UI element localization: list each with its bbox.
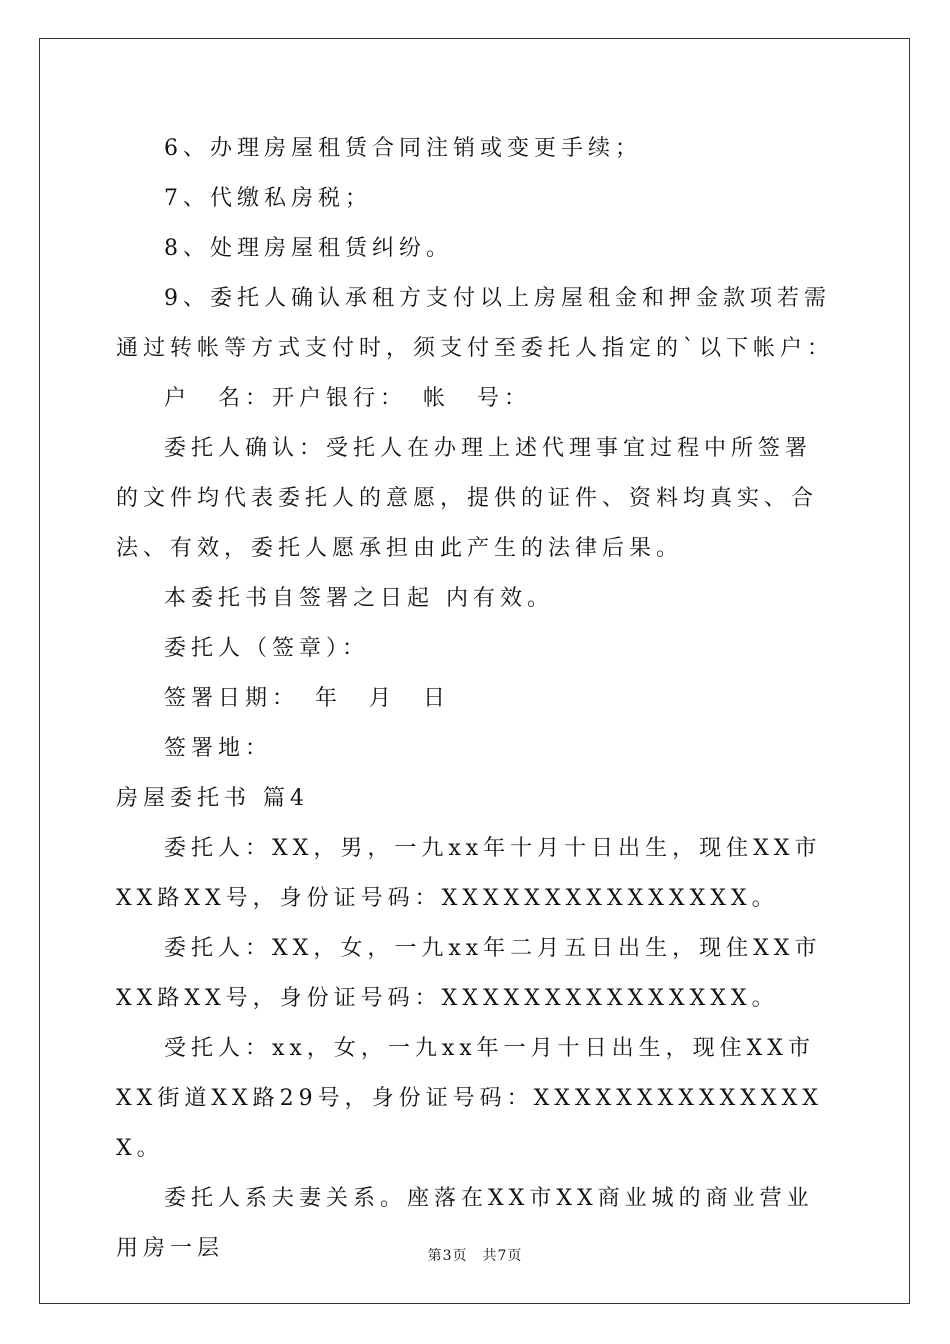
paragraph: 委托人：XX，女，一九xx年二月五日出生，现住XX市XX路XX号，身份证号码：XXXXXXXXXXXXXXX。 (116, 936, 822, 1011)
paragraph: 受托人：xx，女，一九xx年一月十日出生，现住XX市XX街道XX路29号，身份证号码：XXXXXXXXXXXXXXX。 (116, 1036, 823, 1161)
paragraph: 本委托书自签署之日起 内有效。 (164, 586, 554, 611)
paragraph: 签署地： (164, 736, 273, 761)
paragraph: 户 名：开户银行： 帐 号： (164, 386, 532, 411)
section-heading: 房屋委托书 篇4 (116, 786, 309, 811)
paragraph: 委托人（签章）： (164, 636, 370, 661)
document-body (116, 124, 834, 1274)
paragraph: 委托人确认：受托人在办理上述代理事宜过程中所签署的文件均代表委托人的意愿，提供的证件、资料均真实、合法、有效，委托人愿承担由此产生的法律后果。 (116, 436, 819, 561)
paragraph: 8、处理房屋租赁纠纷。 (164, 236, 453, 261)
paragraph: 委托人系夫妻关系。座落在XX市XX商业城的商业营业用房一层 (116, 1186, 814, 1261)
page-number: 第3页 共7页 (427, 1248, 523, 1264)
paragraph: 6、办理房屋租赁合同注销或变更手续； (164, 136, 642, 161)
paragraph: 委托人：XX，男，一九xx年十月十日出生，现住XX市XX路XX号，身份证号码：XXXXXXXXXXXXXXX。 (116, 836, 822, 911)
paragraph: 签署日期： 年 月 日 (164, 686, 451, 711)
paragraph: 7、代缴私房税； (164, 186, 372, 211)
paragraph: 9、委托人确认承租方支付以上房屋租金和押金款项若需通过转帐等方式支付时，须支付至委托人指定的`以下帐户： (116, 286, 835, 361)
